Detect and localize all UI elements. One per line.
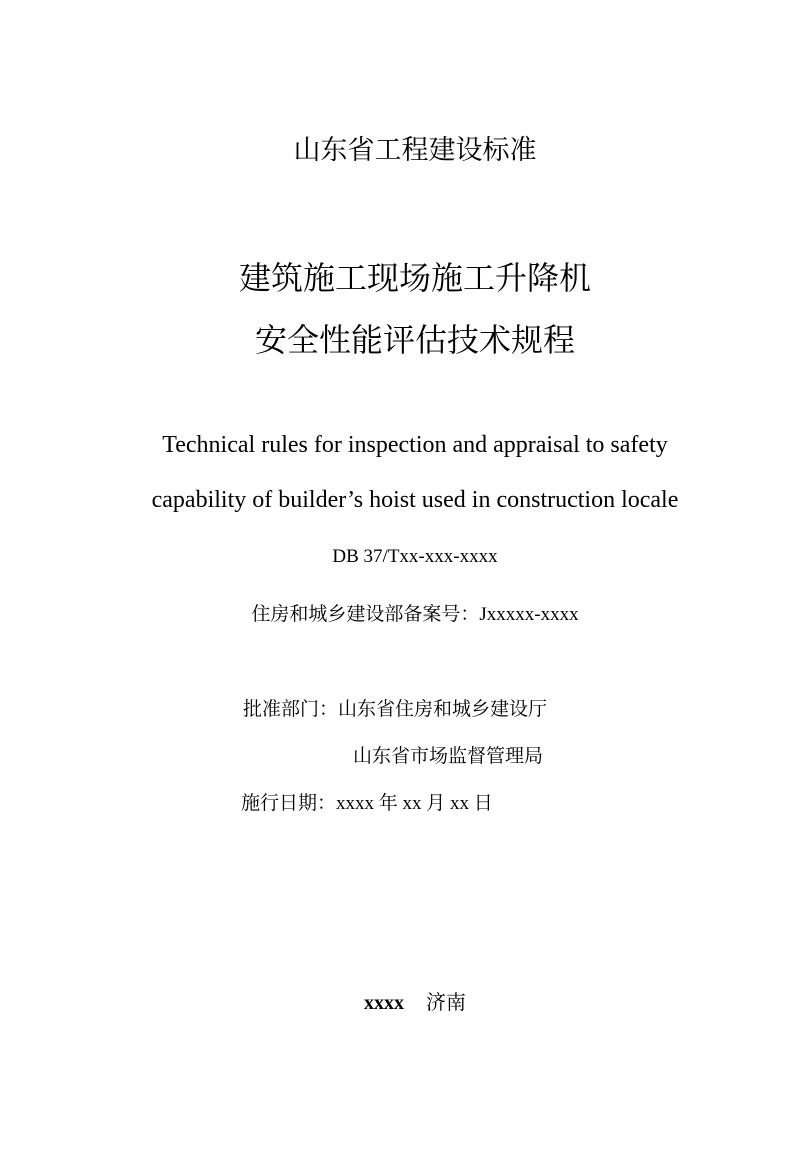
standard-number: DB 37/Txx-xxx-xxxx xyxy=(332,546,498,567)
record-number: 住房和城乡建设部备案号：Jxxxxx-xxxx xyxy=(251,604,579,625)
effective-date: 施行日期：xxxx 年 xx 月 xx 日 xyxy=(241,793,493,814)
english-title-line-2: capability of builder’s hoist used in construction locale xyxy=(151,487,679,513)
english-title-line-1: Technical rules for inspection and appraisal to safety xyxy=(162,432,668,458)
publication-city: 济南 xyxy=(426,990,466,1014)
approval-department-line-1: 批准部门：山东省住房和城乡建设厅 xyxy=(243,699,548,720)
publication-year: xxxx xyxy=(364,992,404,1014)
document-title-line-1: 建筑施工现场施工升降机 xyxy=(238,259,591,297)
publication-footer xyxy=(15,986,800,1015)
document-title-line-2: 安全性能评估技术规程 xyxy=(254,321,575,359)
approval-department-line-2: 山东省市场监督管理局 xyxy=(353,746,544,767)
standard-category: 山东省工程建设标准 xyxy=(293,135,537,166)
